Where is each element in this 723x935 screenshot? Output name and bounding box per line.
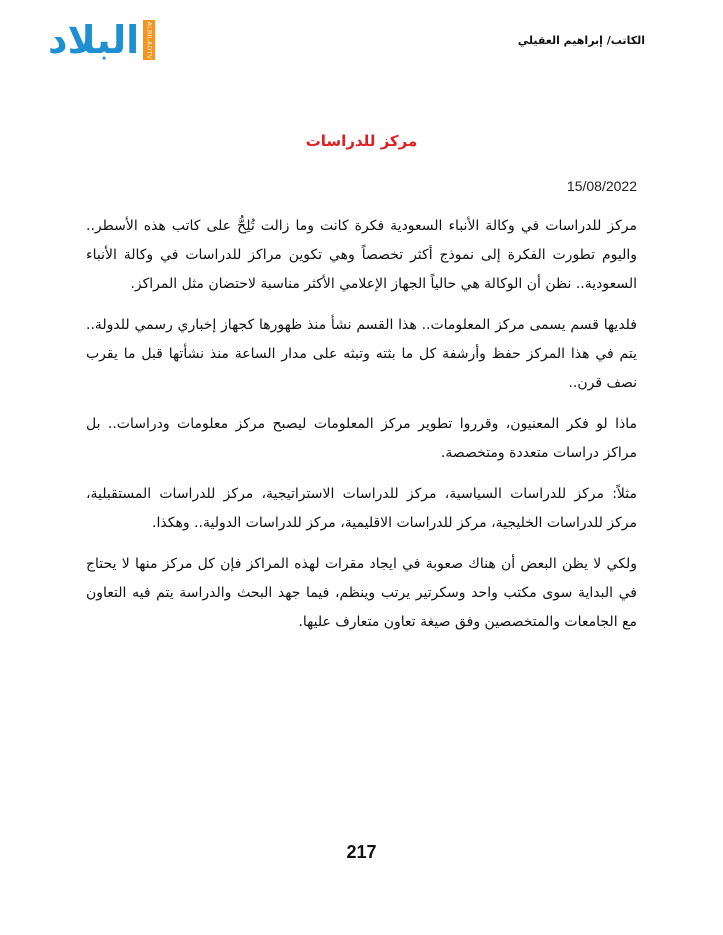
newspaper-logo — [48, 18, 176, 62]
author-name: الكاتب/ إبراهيم العقيلي — [517, 34, 645, 47]
paragraph: ولكي لا يظن البعض أن هناك صعوبة في ايجاد مقرات لهذه المراكز فإن كل مركز منها لا يحتاج في البداية سوى مكتب واحد وسكرتير يرتب وينظم، فيما جهد البحث والدراسة يتم فيه التعاون مع الجامعات والمتخصصين وفق صيغة تعاون متعارف عليها. — [86, 556, 637, 630]
article-body — [86, 212, 637, 649]
paragraph: فلديها قسم يسمى مركز المعلومات.. هذا القسم نشأ منذ ظهورها كجهاز إخباري رسمي للدولة.. يتم في هذا المركز حفظ وأرشفة كل ما بثته وتبثه على مدار الساعة منذ نشأتها قبل ما يقرب نصف قرن.. — [86, 317, 637, 391]
article-date: 15/08/2022 — [566, 178, 637, 194]
page-number: 217 — [346, 842, 377, 862]
paragraph: مركز للدراسات في وكالة الأنباء السعودية فكرة كانت وما زالت تُلِحُّ على كاتب هذه الأسطر.. واليوم تطورت الفكرة إلى نموذج أكثر تخصصاً وهي تكوين مراكز للدراسات في وكالة الأنباء السعودية.. نظن أن الوكالة هي حالياً الجهاز الإعلامي الأكثر مناسبة لاحتضان مثل المراكز. — [86, 218, 637, 292]
logo-wordmark: البلاد — [48, 18, 140, 62]
article-title: مركز للدراسات — [305, 132, 418, 150]
paragraph: ماذا لو فكر المعنيون، وقرروا تطوير مركز المعلومات ليصبح مركز معلومات ودراسات.. بل مراكز دراسات متعددة ومتخصصة. — [86, 416, 637, 461]
paragraph: مثلاً: مركز للدراسات السياسية، مركز للدراسات الاستراتيجية، مركز للدراسات المستقبلية، مركز للدراسات الخليجية، مركز للدراسات الاقليمية، مركز للدراسات الدولية.. وهكذا. — [86, 486, 637, 531]
logo-tagline: ALBILADTV — [145, 21, 153, 59]
logo-tag — [143, 20, 155, 60]
